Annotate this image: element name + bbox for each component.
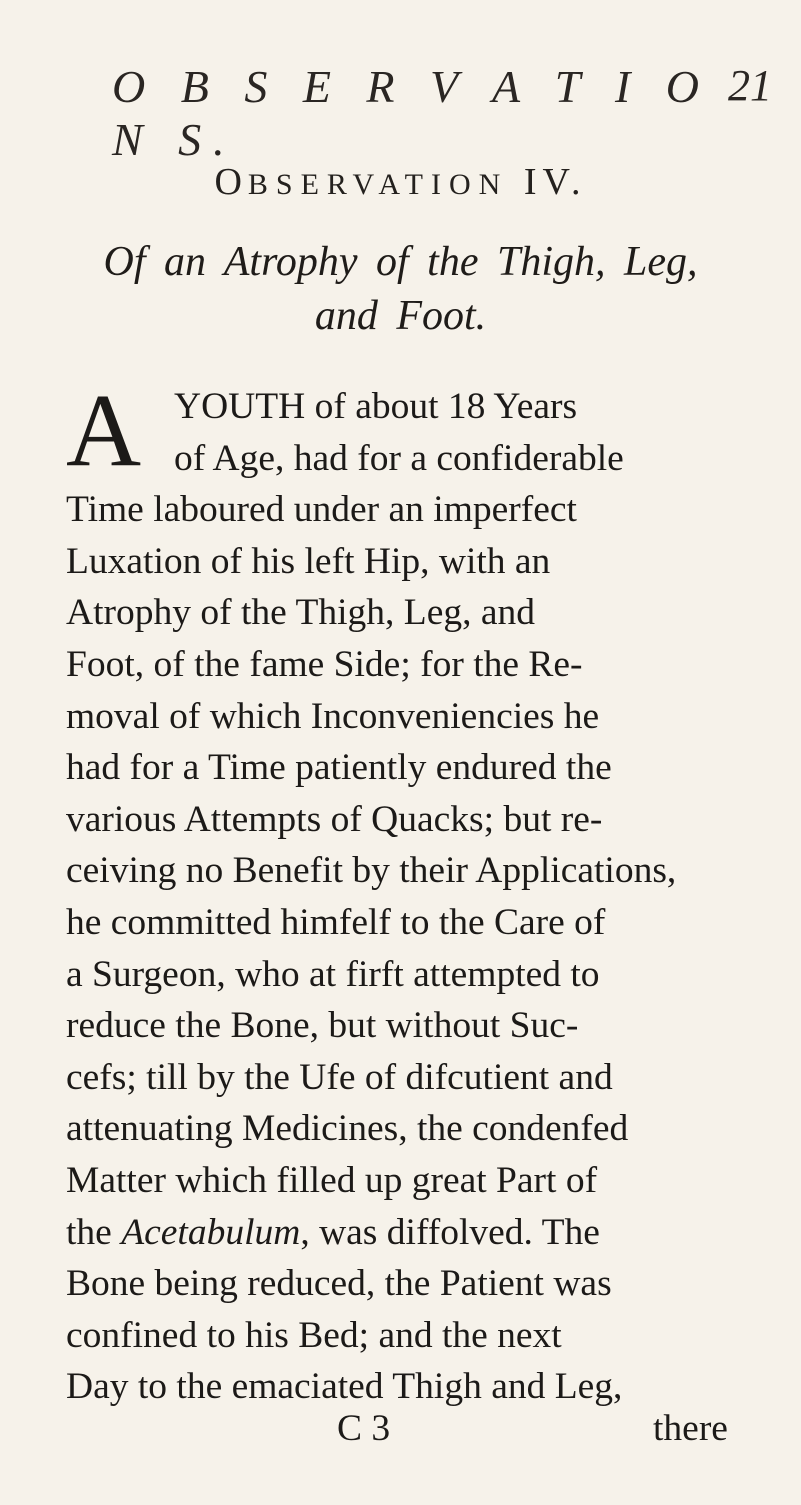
acetabulum-term: Acetabulum bbox=[121, 1211, 301, 1253]
text-line: Bone being reduced, the Patient was bbox=[66, 1263, 612, 1305]
text-line: a Surgeon, who at firft attempted to bbox=[66, 953, 600, 995]
text-line: Atrophy of the Thigh, Leg, and bbox=[66, 592, 536, 634]
text-line: Matter which filled up great Part of bbox=[66, 1159, 598, 1201]
text-fragment: , was diffolved. The bbox=[300, 1211, 600, 1253]
catch-line bbox=[0, 1407, 801, 1457]
text-line-acetabulum bbox=[66, 1207, 746, 1259]
heading-numeral: IV. bbox=[523, 161, 587, 203]
text-line: various Attempts of Quacks; but re- bbox=[66, 798, 603, 840]
text-line: Time laboured under an imperfect bbox=[66, 489, 577, 531]
text-line: confined to his Bed; and the next bbox=[66, 1314, 562, 1356]
text-line: reduce the Bone, but without Suc- bbox=[66, 1005, 579, 1047]
text-line: moval of which Inconveniencies he bbox=[66, 695, 600, 737]
heading-initial: O bbox=[214, 161, 248, 203]
drop-cap: A bbox=[66, 373, 142, 488]
text-line: Luxation of his left Hip, with an bbox=[66, 540, 551, 582]
text-line: of Age, had for a confiderable bbox=[174, 437, 624, 479]
heading-rest: BSERVATION bbox=[247, 168, 509, 201]
text-line: Foot, of the fame Side; for the Re- bbox=[66, 643, 583, 685]
catchword: there bbox=[653, 1408, 728, 1449]
subtitle-line-1: Of an Atrophy of the Thigh, Leg, bbox=[103, 239, 698, 285]
text-line: YOUTH of about 18 Years bbox=[174, 386, 578, 427]
running-head bbox=[112, 60, 772, 165]
observation-heading bbox=[0, 160, 801, 204]
text-line: had for a Time patiently endured the bbox=[66, 747, 612, 789]
text-line: cefs; till by the Ufe of difcutient and bbox=[66, 1056, 613, 1098]
text-line: he committed himfelf to the Care of bbox=[66, 901, 606, 943]
body-text bbox=[66, 373, 746, 1413]
page-number: 21 bbox=[728, 61, 772, 110]
subtitle-line-2: and Foot. bbox=[314, 293, 487, 339]
signature-mark: C 3 bbox=[337, 1408, 391, 1449]
running-title: O B S E R V A T I O N S. bbox=[112, 61, 712, 165]
text-line: Day to the emaciated Thigh and Leg, bbox=[66, 1366, 623, 1408]
text-line: ceiving no Benefit by their Applications, bbox=[66, 850, 677, 892]
subtitle bbox=[0, 235, 801, 343]
text-line: attenuating Medicines, the condenfed bbox=[66, 1108, 629, 1150]
text-fragment: the bbox=[66, 1211, 122, 1253]
